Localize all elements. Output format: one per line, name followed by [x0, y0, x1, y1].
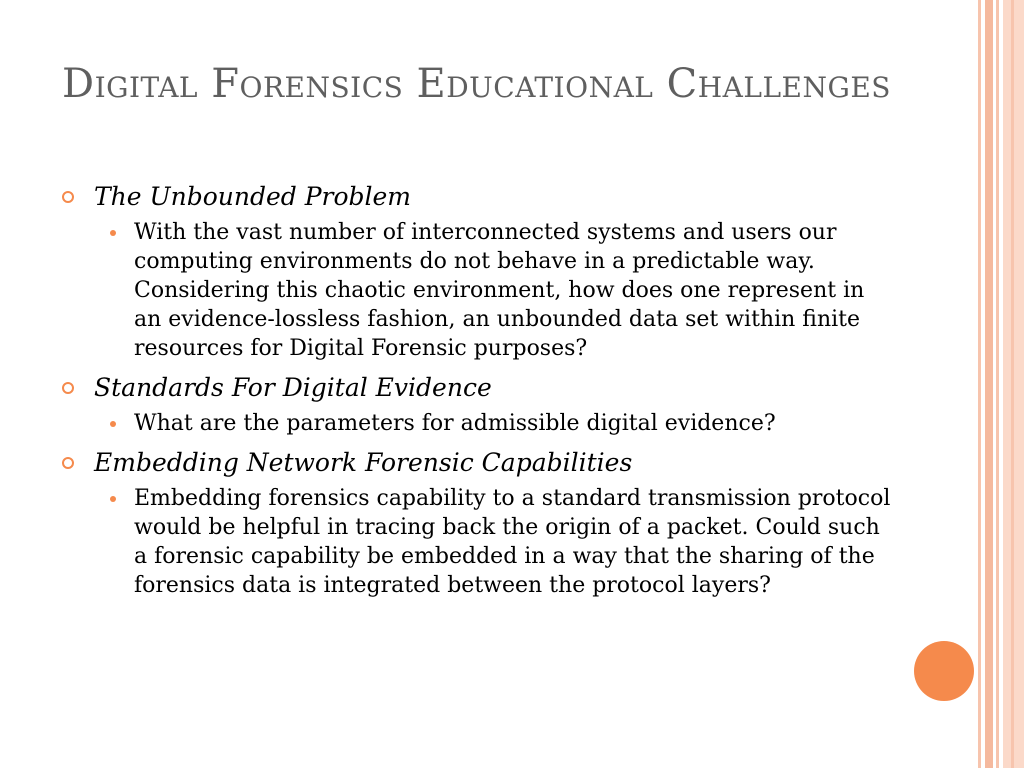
slide-title: Digital Forensics Educational Challenges — [62, 61, 891, 107]
section-heading — [62, 446, 892, 480]
section-bullet — [110, 484, 892, 600]
slide-body — [62, 180, 892, 600]
section-heading — [62, 180, 892, 214]
section-bullet-text: Embedding forensics capability to a standard transmission protocol would be helpful in tracing back the origin of a packet. Could such a forensic capability be embedded in a way that the sharing of the forensics data is integrated between the protocol layers? — [134, 486, 891, 598]
section-embedding — [62, 446, 892, 600]
section-heading-text: Embedding Network Forensic Capabilities — [94, 448, 633, 477]
accent-circle — [914, 641, 974, 701]
section-bullet — [110, 218, 892, 363]
section-bullet — [110, 409, 892, 438]
dot-bullet-icon — [110, 496, 116, 502]
decorative-stripe — [985, 0, 993, 768]
decorative-stripe — [996, 0, 999, 768]
section-unbounded-problem — [62, 180, 892, 363]
decorative-stripe — [1011, 0, 1014, 768]
decorative-stripe — [978, 0, 981, 768]
section-bullet-text: With the vast number of interconnected systems and users our computing environments do not behave in a predictable way. Considering this chaotic environment, how does one represent in an evidence-lossless fashion, an unbounded data set within finite resources for Digital Forensic purposes? — [134, 220, 865, 361]
section-heading — [62, 371, 892, 405]
circle-bullet-icon — [62, 191, 74, 203]
circle-bullet-icon — [62, 457, 74, 469]
section-heading-text: Standards For Digital Evidence — [94, 373, 492, 402]
dot-bullet-icon — [110, 230, 116, 236]
circle-bullet-icon — [62, 382, 74, 394]
section-standards — [62, 371, 892, 438]
dot-bullet-icon — [110, 421, 116, 427]
section-heading-text: The Unbounded Problem — [94, 182, 412, 211]
section-bullet-text: What are the parameters for admissible digital evidence? — [134, 411, 776, 436]
